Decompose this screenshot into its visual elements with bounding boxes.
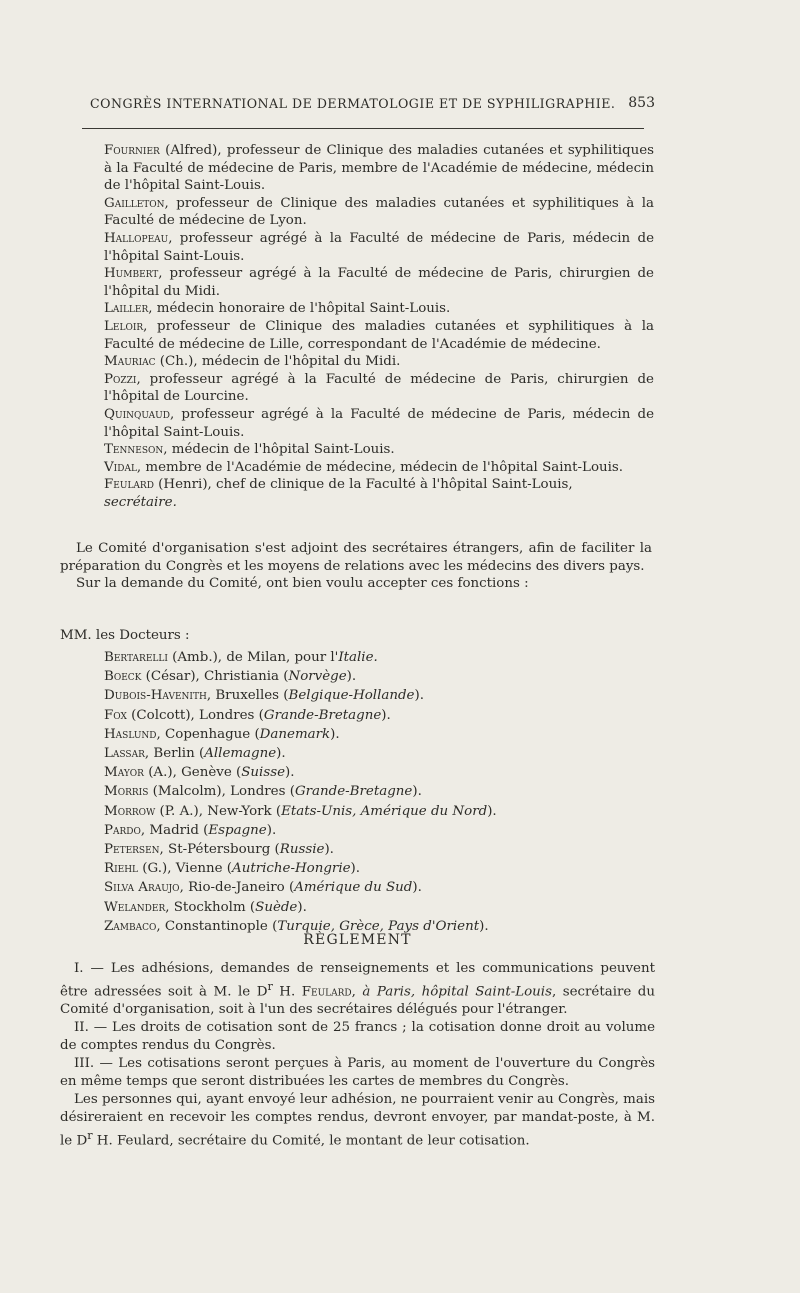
- delegate-end: ).: [479, 918, 489, 934]
- page-number: 853: [628, 95, 655, 111]
- delegate-description: (Malcolm), Londres (: [148, 784, 295, 800]
- member-description: , médecin de l'hôpital Saint-Louis.: [163, 442, 395, 458]
- header-title: CONGRÈS INTERNATIONAL DE DERMATOLOGIE ET DE SYPHILIGRAPHIE.: [90, 96, 616, 111]
- delegate-end: ).: [297, 899, 307, 915]
- member-name: Leloir: [104, 318, 144, 334]
- member-description: (Alfred), professeur de Clinique des maladies cutanées et syphilitiques à la Faculté de médecine de Paris, membre de l'Académie de médecine, médecin de l'hôpital Saint-Louis.: [104, 143, 654, 194]
- member-entry: [104, 230, 654, 265]
- member-entry: [104, 318, 654, 353]
- delegate-description: (A.), Genève (: [143, 765, 242, 781]
- rule-3: III. — Les cotisations seront perçues à Paris, au moment de l'ouverture du Congrès en même temps que seront distribuées les cartes de membres du Congrès.: [60, 1056, 655, 1089]
- member-name: Fournier: [104, 143, 160, 158]
- delegate-end: ).: [487, 803, 497, 819]
- member-entry: [104, 476, 654, 511]
- member-description: (Henri), chef de clinique de la Faculté à l'hôpital Saint-Louis,: [153, 477, 573, 493]
- member-description: , professeur agrégé à la Faculté de médecine de Paris, chirurgien de l'hôpital du Midi.: [104, 266, 654, 299]
- delegate-description: , Stockholm (: [165, 899, 256, 915]
- member-name: Hallopeau: [104, 230, 169, 246]
- header-rule: [82, 128, 644, 129]
- delegate-country: Danemark: [259, 726, 331, 742]
- delegate-end: ).: [412, 880, 422, 896]
- secretary-name: Feulard: [301, 984, 352, 1000]
- delegate-end: ).: [266, 822, 277, 838]
- address: à Paris, hôpital Saint-Louis: [362, 984, 552, 1000]
- delegate-name: Morris: [104, 784, 149, 800]
- paragraph: Le Comité d'organisation s'est adjoint des secrétaires étrangers, afin de faciliter la préparation du Congrès et les moyens de relations avec les médecins des divers pays.: [60, 541, 652, 574]
- delegate-entry: [104, 763, 664, 782]
- delegate-name: Petersen: [104, 842, 160, 858]
- delegate-description: (César), Christiania (: [141, 669, 289, 685]
- member-entry: [104, 142, 654, 195]
- member-role: secrétaire.: [104, 494, 177, 510]
- committee-member-list: [104, 142, 654, 511]
- member-name: Vidal: [104, 459, 137, 475]
- member-entry: [104, 300, 654, 318]
- rule-4: [60, 1091, 655, 1150]
- member-description: , professeur agrégé à la Faculté de médecine de Paris, médecin de l'hôpital Saint-Louis.: [104, 406, 654, 440]
- rule-text: I. — Les adhésions, demandes de renseignements et les communications peuvent être adressées soit à M. le D: [60, 961, 655, 1000]
- mm-label: MM. les Docteurs :: [60, 628, 190, 643]
- delegate-entry: [104, 706, 664, 725]
- delegate-end: ).: [330, 726, 340, 742]
- member-name: Tenneson: [104, 442, 164, 458]
- delegate-name: Silva Araujo: [104, 880, 180, 896]
- rule-1: [60, 960, 655, 1019]
- delegate-entry: [104, 840, 664, 859]
- superscript: r: [267, 979, 273, 993]
- delegate-country: Suède: [255, 899, 298, 915]
- delegate-country: Suisse: [241, 765, 285, 781]
- delegate-name: Boeck: [104, 669, 142, 685]
- delegate-country: Belgique-Hollande: [288, 688, 415, 704]
- delegate-entry: [104, 667, 664, 686]
- delegate-name: Morrow: [104, 803, 156, 819]
- member-name: Gailleton: [104, 195, 165, 211]
- member-description: , professeur agrégé à la Faculté de médecine de Paris, chirurgien de l'hôpital de Lourcine.: [104, 371, 654, 405]
- member-name: Mauriac: [104, 354, 156, 370]
- delegate-description: , St-Pétersbourg (: [159, 842, 280, 858]
- member-entry: [104, 195, 654, 230]
- delegate-entry: [104, 802, 664, 821]
- delegate-country: Etats-Unis, Amérique du Nord: [281, 803, 488, 819]
- rule-text: ,: [351, 984, 363, 1000]
- delegate-end: ).: [276, 746, 286, 762]
- delegate-country: Grande-Bretagne: [294, 784, 413, 800]
- member-entry: [104, 441, 654, 459]
- delegate-country: Italie.: [338, 650, 378, 665]
- intro-paragraphs: [60, 540, 652, 593]
- delegate-entry: [104, 686, 664, 705]
- delegate-description: , Rio-de-Janeiro (: [179, 880, 295, 896]
- delegate-country: Grande-Bretagne: [263, 707, 382, 723]
- delegate-country: Amérique du Sud: [294, 880, 413, 896]
- delegate-end: ).: [350, 861, 361, 877]
- member-entry: [104, 406, 654, 441]
- delegate-country: Espagne: [208, 822, 267, 838]
- rule-text: , secrétaire du Comité d'organisation, soit à l'un des secrétaires délégués pour l'étranger.: [60, 984, 656, 1018]
- delegate-description: , Berlin (: [144, 746, 205, 762]
- delegate-entry: [104, 878, 664, 897]
- member-description: , professeur agrégé à la Faculté de médecine de Paris, médecin de l'hôpital Saint-Louis.: [104, 230, 654, 264]
- running-header: [90, 96, 655, 111]
- delegate-entry: [104, 725, 664, 744]
- delegate-description: (G.), Vienne (: [138, 861, 233, 877]
- delegate-description: , Constantinople (: [156, 918, 278, 934]
- section-heading: RÈGLEMENT: [303, 932, 412, 948]
- delegate-name: Haslund: [104, 726, 157, 742]
- delegate-name: Mayor: [104, 765, 144, 781]
- member-description: , professeur de Clinique des maladies cutanées et syphilitiques à la Faculté de médecine de Lyon.: [104, 195, 654, 229]
- delegate-name: Riehl: [104, 861, 139, 877]
- foreign-secretary-list: [104, 648, 664, 936]
- delegate-end: ).: [346, 669, 357, 685]
- member-description: , professeur de Clinique des maladies cutanées et syphilitiques à la Faculté de médecine de Lille, correspondant de l'Académie de médecine.: [104, 318, 654, 352]
- rule-text: H.: [272, 984, 302, 1000]
- delegate-end: ).: [324, 842, 334, 858]
- member-name: Feulard: [104, 477, 154, 493]
- delegate-country: Norvège: [288, 669, 347, 685]
- superscript: r: [87, 1128, 93, 1142]
- delegate-entry: [104, 782, 664, 801]
- reglement-body: [60, 960, 655, 1150]
- paragraph: Sur la demande du Comité, ont bien voulu accepter ces fonctions :: [76, 576, 529, 592]
- member-description: , membre de l'Académie de médecine, médecin de l'hôpital Saint-Louis.: [136, 459, 624, 475]
- member-entry: [104, 353, 654, 371]
- rule-text: H. Feulard, secrétaire du Comité, le montant de leur cotisation.: [92, 1133, 530, 1149]
- delegate-country: Russie: [279, 842, 325, 858]
- delegate-description: , Bruxelles (: [206, 688, 289, 704]
- member-name: Lailler: [104, 301, 149, 317]
- delegate-country: Turquie, Grèce, Pays d'Orient: [277, 918, 480, 934]
- delegate-name: Lassar: [104, 746, 145, 762]
- delegate-name: Welander: [104, 899, 166, 915]
- rule-2: II. — Les droits de cotisation sont de 25 francs ; la cotisation donne droit au volume de comptes rendus du Congrès.: [60, 1020, 655, 1054]
- member-description: , médecin honoraire de l'hôpital Saint-Louis.: [148, 301, 451, 317]
- delegate-name: Bertarelli: [104, 650, 168, 665]
- delegate-entry: [104, 821, 664, 840]
- delegate-entry: [104, 898, 664, 917]
- delegate-end: ).: [414, 688, 424, 704]
- delegate-end: ).: [285, 765, 295, 781]
- member-entry: [104, 371, 654, 406]
- delegate-country: Allemagne: [204, 746, 277, 762]
- member-description: (Ch.), médecin de l'hôpital du Midi.: [155, 354, 401, 370]
- delegate-entry: [104, 744, 664, 763]
- delegate-description: , Copenhague (: [156, 726, 260, 742]
- member-name: Pozzi: [104, 371, 137, 387]
- delegate-end: ).: [381, 707, 391, 723]
- member-name: Quinquaud: [104, 406, 170, 422]
- delegate-description: (Amb.), de Milan, pour l': [167, 650, 339, 665]
- delegate-country: Autriche-Hongrie: [232, 861, 351, 877]
- member-entry: [104, 265, 654, 300]
- rule-text: Les personnes qui, ayant envoyé leur adhésion, ne pourraient venir au Congrès, mais désireraient en recevoir les comptes rendus, devront envoyer, par mandat-poste, à M. le D: [60, 1091, 656, 1149]
- delegate-name: Fox: [104, 707, 127, 723]
- delegate-entry: [104, 859, 664, 878]
- delegate-name: Dubois-Havenith: [104, 688, 207, 704]
- member-name: Humbert: [104, 266, 159, 282]
- member-entry: [104, 459, 654, 477]
- delegate-name: Zambaco: [104, 918, 157, 934]
- delegate-description: (P. A.), New-York (: [155, 803, 282, 819]
- delegate-description: (Colcott), Londres (: [126, 707, 264, 723]
- delegate-name: Pardo: [104, 822, 141, 838]
- delegate-description: , Madrid (: [140, 822, 209, 838]
- delegate-entry: [104, 648, 664, 667]
- delegate-end: ).: [412, 784, 422, 800]
